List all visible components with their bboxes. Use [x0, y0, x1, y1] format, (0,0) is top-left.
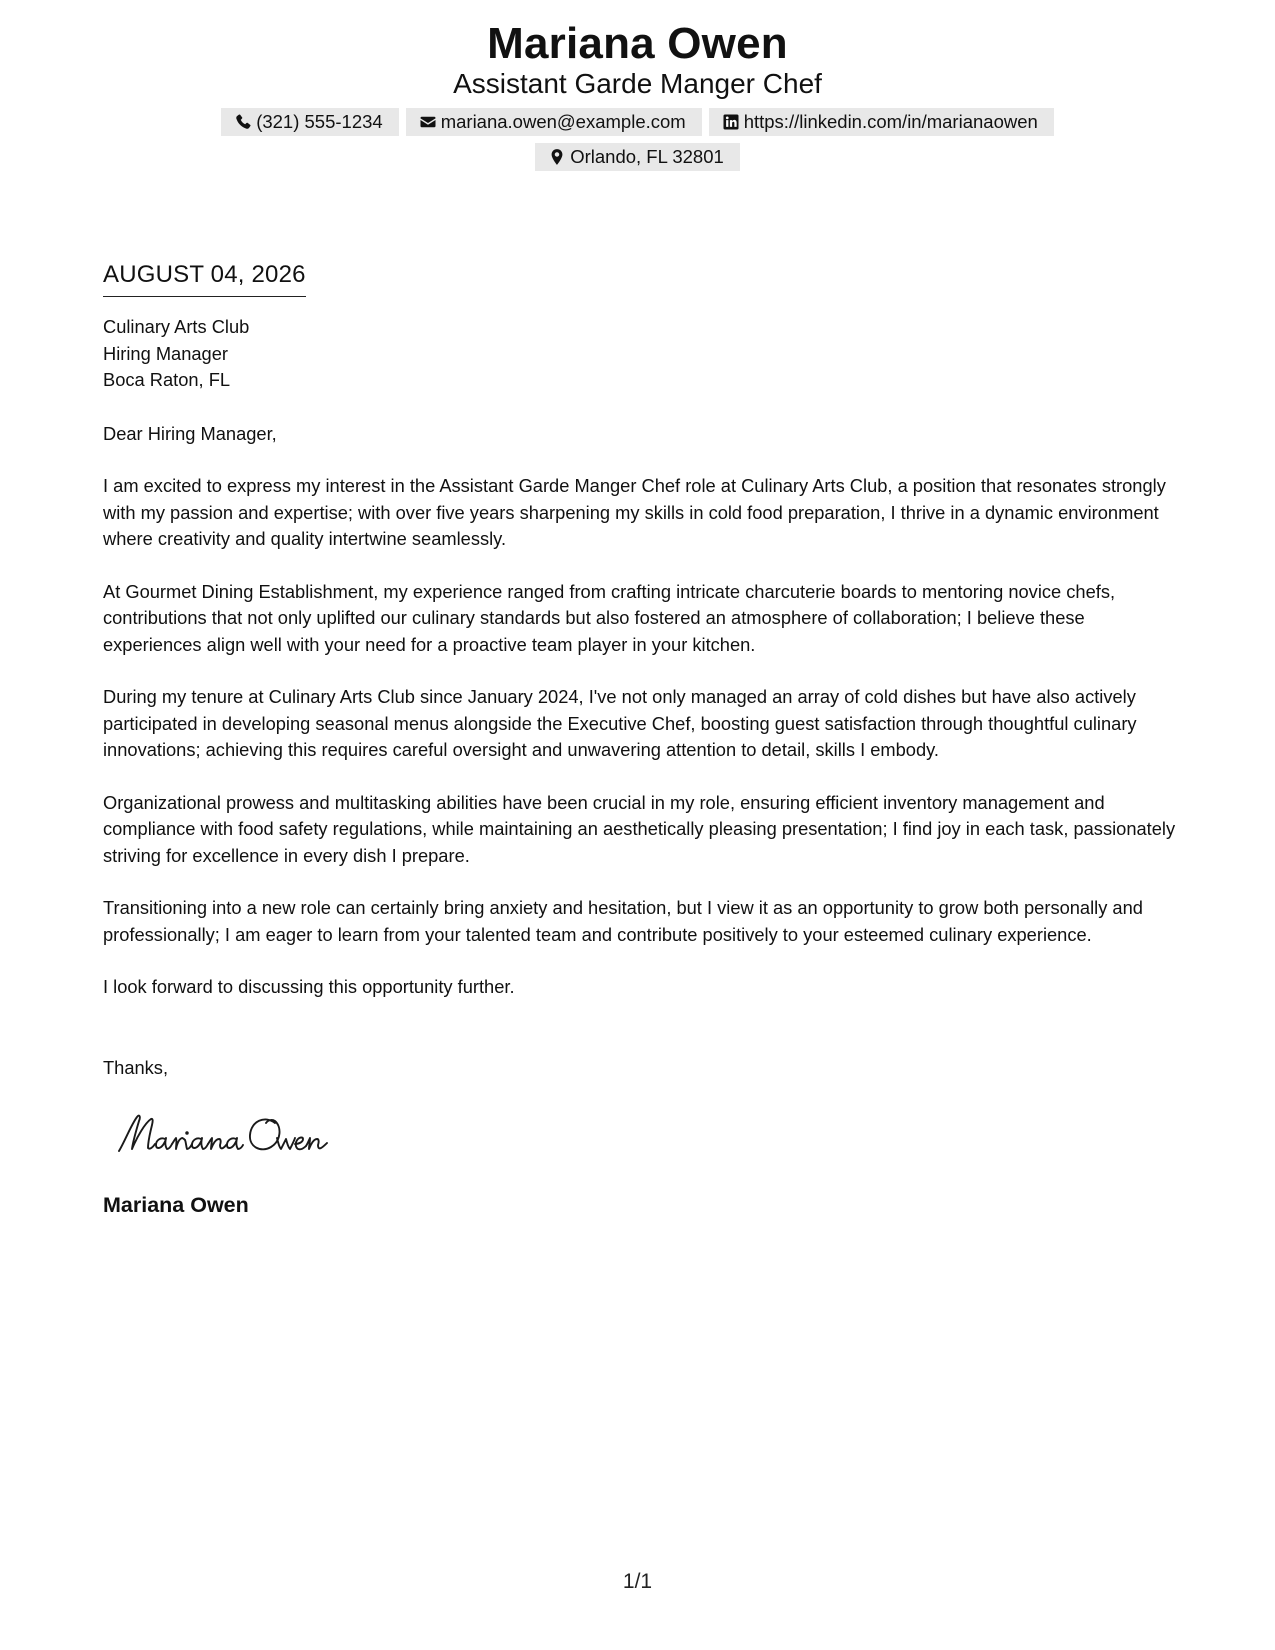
body-paragraph: Organizational prowess and multitasking abilities have been crucial in my role, ensuring efficient inventory management and compliance with food safety regulations, while maintaining an aesthetically pleasing presentation; I find joy in each task, passionately striving for excellence in every dish I prepare. [103, 791, 1176, 866]
contact-row-secondary [0, 143, 1275, 171]
recipient-block [103, 314, 1183, 394]
body-paragraph: During my tenure at Culinary Arts Club since January 2024, I've not only managed an array of cold dishes but have also actively participated in developing seasonal menus alongside the Executive Chef, boosting guest satisfaction through thoughtful culinary innovations; achieving this requires careful oversight and unwavering attention to detail, skills I embody. [103, 686, 1137, 760]
linkedin-icon [722, 113, 740, 131]
signer-name: Mariana Owen [103, 1193, 249, 1217]
contact-email-text: mariana.owen@example.com [440, 111, 686, 132]
salutation: Dear Hiring Manager, [103, 422, 277, 444]
body-paragraph: Transitioning into a new role can certainly bring anxiety and hesitation, but I view it as an opportunity to grow both personally and professionally; I am eager to learn from your talented team and contribute positively to your esteemed culinary experience. [103, 897, 1143, 945]
letter-header [0, 18, 1275, 171]
map-marker-icon [548, 148, 566, 166]
body-paragraph: I am excited to express my interest in the Assistant Garde Manger Chef role at Culinary Arts Club, a position that resonates strongly with my passion and expertise; with over five years sharpening my skills in cold food preparation, I thrive in a dynamic environment where creativity and quality intertwine seamlessly. [103, 475, 1166, 549]
contact-location [535, 143, 740, 171]
envelope-icon [419, 113, 437, 131]
recipient-location: Boca Raton, FL [103, 369, 231, 390]
closing: Thanks, [103, 1056, 169, 1078]
recipient-company: Culinary Arts Club [103, 316, 250, 337]
contact-phone-text: (321) 555-1234 [256, 111, 383, 132]
recipient-contact: Hiring Manager [103, 342, 228, 364]
contact-linkedin-text: https://linkedin.com/in/marianaowen [743, 111, 1038, 132]
contact-phone[interactable] [221, 108, 399, 136]
body-paragraph: I look forward to discussing this opportunity further. [103, 976, 515, 997]
letter-body [103, 260, 1183, 1219]
applicant-title: Assistant Garde Manger Chef [453, 68, 822, 99]
applicant-name: Mariana Owen [487, 19, 788, 68]
contact-linkedin[interactable] [709, 108, 1054, 136]
page-number: 1/1 [622, 1570, 653, 1593]
phone-icon [234, 113, 252, 131]
contact-location-text: Orlando, FL 32801 [570, 146, 724, 167]
body-paragraph: At Gourmet Dining Establishment, my experience ranged from crafting intricate charcuterie boards to mentoring novice chefs, contributions that not only uplifted our culinary standards but also fostered an atmosphere of collaboration; I believe these experiences align well with your need for a proactive team player in your kitchen. [103, 580, 1116, 655]
handwritten-signature [115, 1111, 365, 1159]
contact-row-primary [0, 108, 1275, 136]
letter-date: AUGUST 04, 2026 [103, 260, 306, 297]
contact-email[interactable] [406, 108, 702, 136]
